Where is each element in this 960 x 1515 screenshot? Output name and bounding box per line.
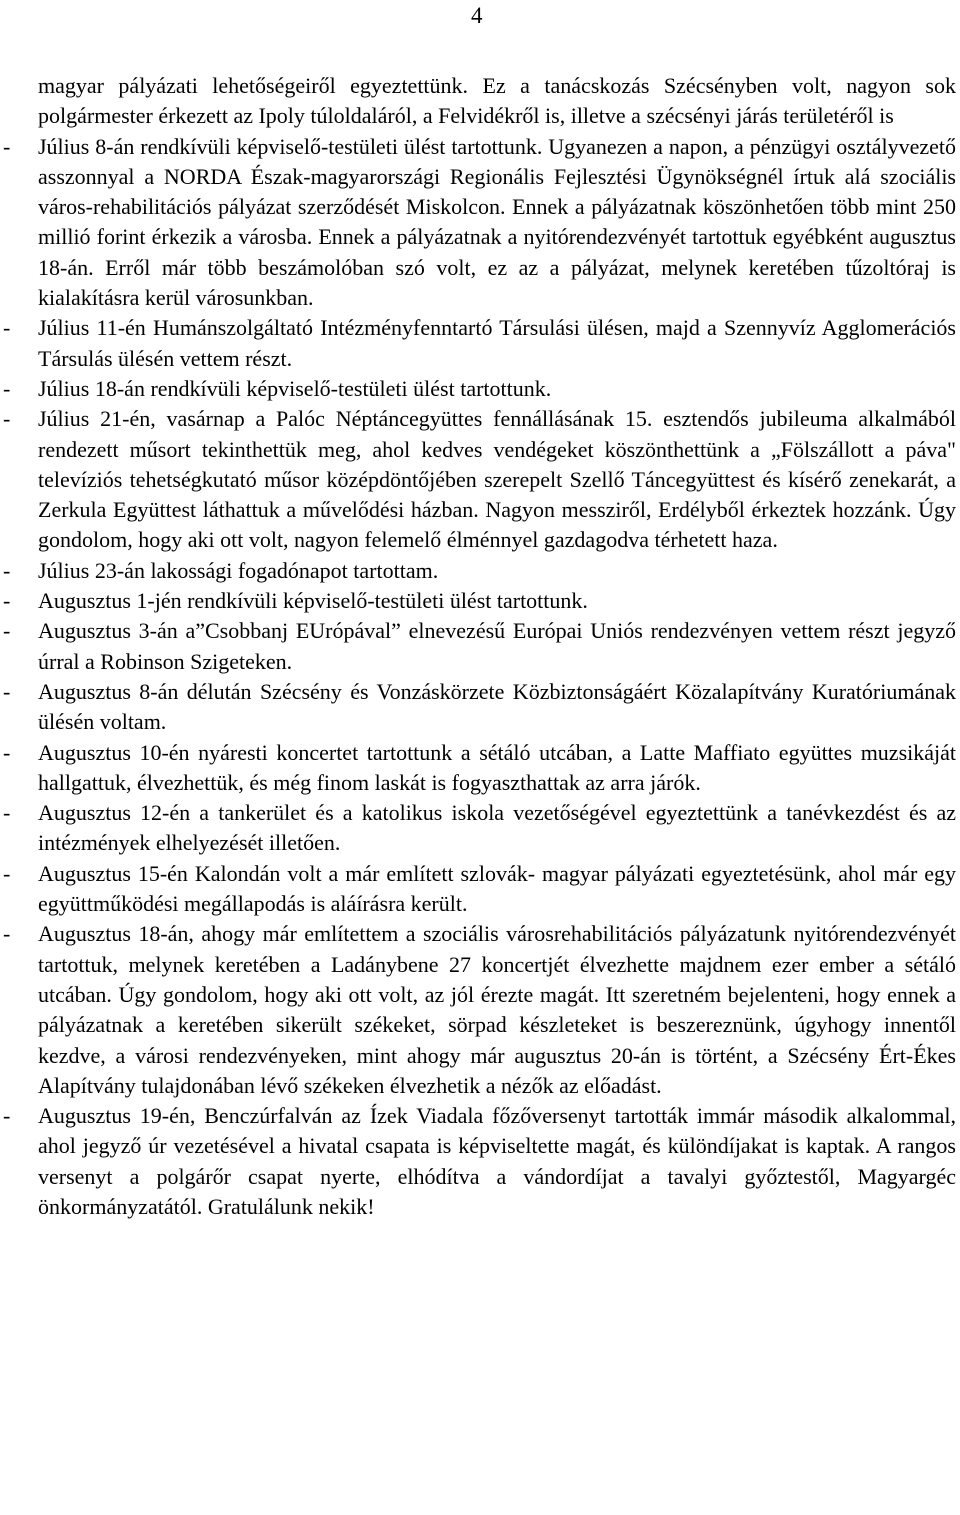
list-item [3,404,956,555]
list-bullet: - [3,678,11,704]
list-item-text: Július 23-án lakossági fogadónapot tartottam. [38,557,439,583]
list-item-text: Július 11-én Humánszolgáltató Intézményfenntartó Társulási ülésen, majd a Szennyvíz Agglomerációs Társulás ülésén vettem részt. [38,315,956,371]
list-bullet: - [3,860,11,886]
list-item [3,677,956,738]
list-item-text: Július 8-án rendkívüli képviselő-testületi ülést tartottunk. Ugyanezen a napon, a pénzügyi osztályvezető asszonnyal a NORDA Észak-magyarországi Regionális Fejlesztési Ügynökségnél írtuk alá szociális város-rehabilitációs pályázat szerződését Miskolcon. Ennek a pályázatnak köszönhetően több mint 250 millió forint érkezik a városba. Ennek a pályázatnak a nyitórendezvényét tartottuk egyébként augusztus 18-án. Erről már több beszámolóban szó volt, ez az a pályázat, melynek keretében tűzoltóraj is kialakításra kerül városunkban. [38,133,956,311]
list-item-text: Július 21-én, vasárnap a Palóc Néptáncegyüttes fennállásának 15. esztendős jubileuma alkalmából rendezett műsort tekinthettük meg, ahol kedves vendégeket köszönthettünk a „Fölszállott a páva" televíziós tehetségkutató műsor középdöntőjében szerepelt Szellő Táncegyüttest és kísérő zenekarát, a Zerkula Együttest láthattuk a művelődési házban. Nagyon messziről, Erdélyből érkeztek hozzánk. Úgy gondolom, hogy aki ott volt, nagyon felemelő élménnyel gazdagodva térhetett haza. [38,406,956,553]
list-item [3,919,956,1101]
list-bullet: - [3,375,11,401]
list-bullet: - [3,739,11,765]
page-number: 4 [471,3,483,28]
list-item-text: Augusztus 10-én nyáresti koncertet tartottunk a sétáló utcában, a Latte Maffiato együttes muzsikáját hallgattuk, élvezhettük, és még finom laskát is fogyaszthattak az arra járók. [38,739,956,795]
list-item-text: Augusztus 1-jén rendkívüli képviselő-testületi ülést tartottunk. [38,588,588,614]
list-bullet: - [3,921,11,947]
list-item [3,798,956,859]
list-bullet: - [3,315,11,341]
list-item [3,1101,956,1222]
list-item [3,132,956,314]
list-item [3,616,956,677]
list-item [3,556,956,586]
list-item [3,313,956,374]
intro-paragraph: magyar pályázati lehetőségeiről egyeztettünk. Ez a tanácskozás Szécsényben volt, nagyon sok polgármester érkezett az Ipoly túloldaláról, a Felvidékről is, illetve a szécsényi járás területéről is [38,73,956,129]
list-item [3,374,956,404]
list-item [3,586,956,616]
list-item [3,859,956,920]
list-item-text: Augusztus 19-én, Benczúrfalván az Ízek Viadala főzőversenyt tartották immár második alkalommal, ahol jegyző úr vezetésével a hivatal csapata is képviseltette magát, és különdíjakat is kaptak. A rangos versenyt a polgárőr csapat nyerte, elhódítva a vándordíjat a tavalyi győztestől, Magyargéc önkormányzatától. Gratulálunk nekik! [38,1103,956,1219]
list-bullet: - [3,588,11,614]
list-item [3,738,956,799]
list-bullet: - [3,557,11,583]
list-item-text: Augusztus 12-én a tankerület és a katolikus iskola vezetőségével egyeztettünk a tanévkezdést és az intézmények elhelyezését illetően. [38,800,956,856]
list-item-text: Július 18-án rendkívüli képviselő-testületi ülést tartottunk. [38,375,552,401]
list-item-text: Augusztus 8-án délután Szécsény és Vonzáskörzete Közbiztonságáért Közalapítvány Kuratóriumának ülésén voltam. [38,678,956,735]
list-bullet: - [3,618,11,644]
list-bullet: - [3,800,11,826]
list-item-text: Augusztus 15-én Kalondán volt a már említett szlovák- magyar pályázati egyeztetésünk, ahol már egy együttműködési megállapodás is aláírásra került. [38,860,956,917]
list-item-text: Augusztus 18-án, ahogy már említettem a szociális városrehabilitációs pályázatunk nyitórendezvényét tartottuk, melynek keretében a Ladánybene 27 koncertjét élvezhette majdnem ezer ember a sétáló utcában. Úgy gondolom, hogy aki ott volt, az jól érezte magát. Itt szeretném bejelenteni, hogy ennek a pályázatnak a keretében sikerült székeket, sörpad készleteket is beszereznünk, úgyhogy innentől kezdve, a városi rendezvényeken, mint ahogy már augusztus 20-án is történt, a Szécsény Ért-Ékes Alapítvány tulajdonában lévő székeken élvezhetik a nézők az előadást. [38,921,956,1098]
document-body [3,71,956,1222]
list-bullet: - [3,1103,11,1129]
list-item-text: Augusztus 3-án a”Csobbanj EUrópával” elnevezésű Európai Uniós rendezvényen vettem részt jegyző úrral a Robinson Szigeteken. [38,618,956,674]
list-bullet: - [3,406,11,432]
list-bullet: - [3,133,11,159]
